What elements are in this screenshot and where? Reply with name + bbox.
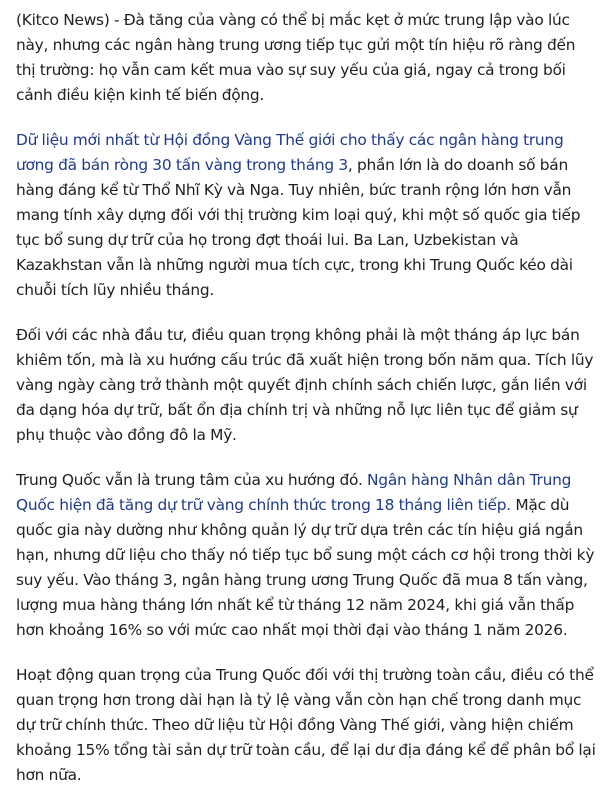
paragraph-global-reserves: Hoạt động quan trọng của Trung Quốc đối với thị trường toàn cầu, điều có thể quan trọng hơn trong dài hạn là tỷ lệ vàng vẫn còn hạn chế trong danh mục dự trữ chính thức. Theo dữ liệu từ Hội đồng Vàng Thế giới, vàng hiện chiếm khoảng 15% tổng tài sản dự trữ toàn cầu, để lại dư địa đáng kể để phân bổ lại hơn nữa. [16,666,596,784]
paragraph-text: , phần lớn là do doanh số bán hàng đáng kể từ Thổ Nhĩ Kỳ và Nga. Tuy nhiên, bức tranh rộng lớn hơn vẫn mang tính xây dựng đối với thị trường kim loại quý, khi một số quốc gia tiếp tục bổ sung dự trữ của họ trong đợt thoái lui. Ba Lan, Uzbekistan và Kazakhstan vẫn là những người mua tích cực, trong khi Trung Quốc kéo dài chuỗi tích lũy nhiều tháng. [16,156,581,299]
wgc-data-link[interactable]: Dữ liệu mới nhất từ Hội đồng Vàng Thế giới cho thấy các ngân hàng trung ương đã bán ròng 30 tấn vàng trong tháng 3 [16,131,564,174]
paragraph-china [16,468,598,643]
paragraph-text: Mặc dù quốc gia này dường như không quản lý dự trữ dựa trên các tín hiệu giá ngắn hạn, nhưng dữ liệu cho thấy nó tiếp tục bổ sung một cách cơ hội trong thời kỳ suy yếu. Vào tháng 3, ngân hàng trung ương Trung Quốc đã mua 8 tấn vàng, lượng mua hàng tháng lớn nhất kể từ tháng 12 năm 2024, khi giá vẫn thấp hơn khoảng 16% so với mức cao nhất mọi thời đại vào tháng 1 năm 2026. [16,496,595,639]
paragraph-central-bank-sales [16,128,598,303]
paragraph-text: Trung Quốc vẫn là trung tâm của xu hướng đó. [16,471,368,489]
paragraph-investors: Đối với các nhà đầu tư, điều quan trọng không phải là một tháng áp lực bán khiêm tốn, mà là xu hướng cấu trúc đã xuất hiện trong bốn năm qua. Tích lũy vàng ngày càng trở thành một quyết định chính sách chiến lược, gắn liền với đa dạng hóa dự trữ, bất ổn địa chính trị và những nỗ lực liên tục để giảm sự phụ thuộc vào đồng đô la Mỹ. [16,326,594,444]
paragraph-intro: (Kitco News) - Đà tăng của vàng có thể bị mắc kẹt ở mức trung lập vào lúc này, nhưng các ngân hàng trung ương tiếp tục gửi một tín hiệu rõ ràng đến thị trường: họ vẫn cam kết mua vào sự suy yếu của giá, ngay cả trong bối cảnh điều kiện kinh tế biến động. [16,11,576,104]
pboc-reserves-link[interactable]: Ngân hàng Nhân dân Trung Quốc hiện đã tăng dự trữ vàng chính thức trong 18 tháng liên tiếp. [16,471,572,514]
article-body [16,8,598,808]
